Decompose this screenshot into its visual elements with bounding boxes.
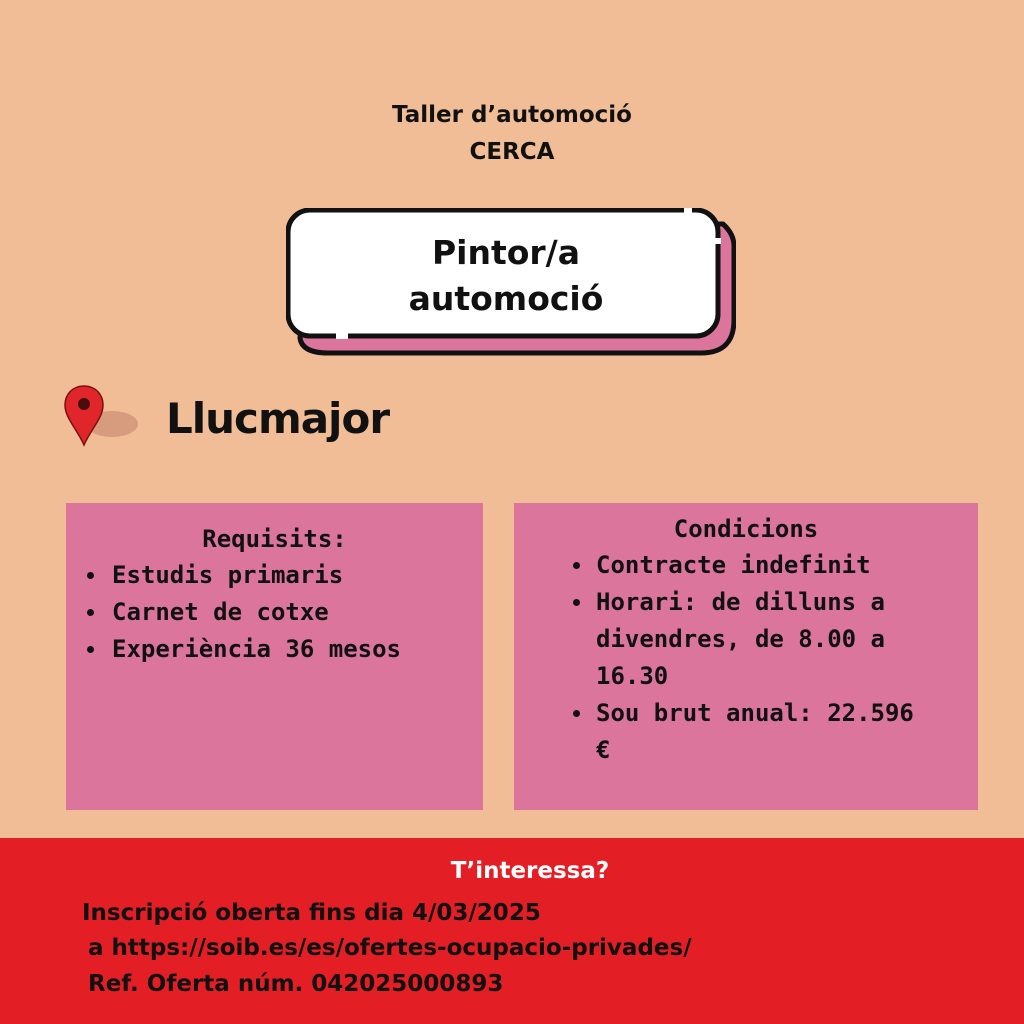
registration-link[interactable]: a https://soib.es/es/ofertes-ocupacio-privades/ [88, 935, 692, 961]
requirement-item: Experiència 36 mesos [112, 631, 483, 668]
job-title-line1: Pintor/a [431, 233, 581, 272]
map-pin-icon [62, 384, 142, 450]
condition-item: Horari: de dilluns a divendres, de 8.00 a 16.30 [596, 584, 938, 695]
conditions-title: Condicions [673, 515, 819, 543]
footer-banner [0, 838, 1024, 1024]
registration-deadline: Inscripció oberta fins dia 4/03/2025 [82, 900, 541, 926]
search-label: CERCA [469, 139, 555, 165]
requirements-title: Requisits: [202, 525, 347, 553]
job-title-line2: automoció [408, 279, 604, 318]
requirement-item: Estudis primaris [112, 557, 483, 594]
cta-heading: T’interessa? [450, 858, 610, 884]
requirements-list [66, 557, 483, 668]
job-title [286, 230, 726, 322]
conditions-box [514, 503, 978, 810]
company-label: Taller d’automoció [392, 102, 632, 128]
job-title-card [286, 208, 736, 356]
location-name: Llucmajor [166, 394, 390, 443]
condition-item: Contracte indefinit [596, 547, 938, 584]
requirements-box [66, 503, 483, 810]
header [0, 97, 1024, 171]
requirement-item: Carnet de cotxe [112, 594, 483, 631]
offer-reference: Ref. Oferta núm. 042025000893 [88, 971, 504, 997]
condition-item: Sou brut anual: 22.596 € [596, 695, 938, 769]
conditions-list [514, 547, 978, 769]
